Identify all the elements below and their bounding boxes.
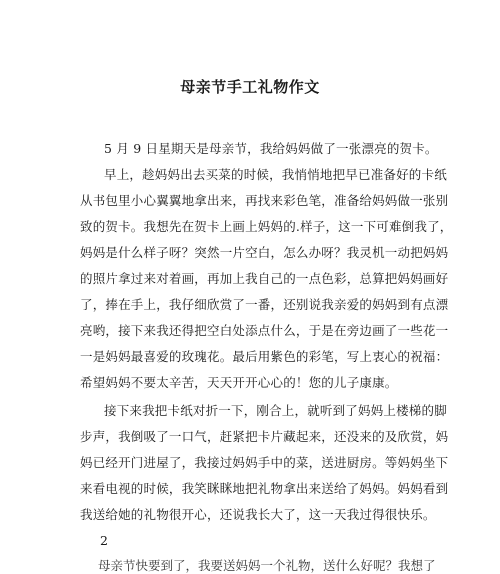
paragraph-line: 从书包里小心翼翼地拿出来，再找来彩色笔，准备给妈妈做一张别 <box>80 193 449 208</box>
paragraph-line: 希望妈妈不要太辛苦，天天开开心心的！您的儿子康康。 <box>80 375 398 390</box>
paragraph-line: 来看电视的时候，我笑眯眯地把礼物拿出来送给了妈妈。妈妈看到 <box>80 481 449 496</box>
paragraph-line: 5 月 9 日星期天是母亲节，我给妈妈做了一张漂亮的贺卡。 <box>104 141 438 156</box>
document-title: 母亲节手工礼物作文 <box>180 78 320 96</box>
paragraph-line: 步声，我倒吸了一口气，赶紧把卡片藏起来，还没来的及欣赏，妈 <box>80 429 449 444</box>
paragraph-line: 接下来我把卡纸对折一下，刚合上，就听到了妈妈上楼梯的脚 <box>104 403 447 418</box>
paragraph-line: 妈已经开门进屋了，我接过妈妈手中的菜，送进厨房。等妈妈坐下 <box>80 455 449 470</box>
paragraph-line: 妈妈是什么样子呀？突然一片空白，怎么办呀？我灵机一动把妈妈 <box>80 245 449 260</box>
paragraph-line: 早上，趁妈妈出去买菜的时候，我悄悄地把早已准备好的卡纸 <box>104 167 447 182</box>
paragraph-line: 致的贺卡。我想先在贺卡上画上妈妈的.样子，这一下可难倒我了， <box>80 219 453 234</box>
paragraph-line: 亮哟，接下来我还得把空白处添点什么，于是在旁边画了一些花一 <box>80 323 449 338</box>
paragraph-line: 了，捧在手上，我仔细欣赏了一番，还别说我亲爱的妈妈到有点漂 <box>80 297 449 312</box>
paragraph-line: 的照片拿过来对着画，再加上我自己的一点色彩，总算把妈妈画好 <box>80 271 449 286</box>
paragraph-line: 我送给她的礼物很开心，还说我长大了，这一天我过得很快乐。 <box>80 507 436 522</box>
cut-off-line: 母亲节快要到了，我要送妈妈一个礼物，送什么好呢？我想了 <box>98 558 436 573</box>
paragraph-line: 一是妈妈最喜爱的玫瑰花。最后用紫色的彩笔，写上衷心的祝福： <box>80 349 449 364</box>
section-number: 2 <box>100 533 108 548</box>
